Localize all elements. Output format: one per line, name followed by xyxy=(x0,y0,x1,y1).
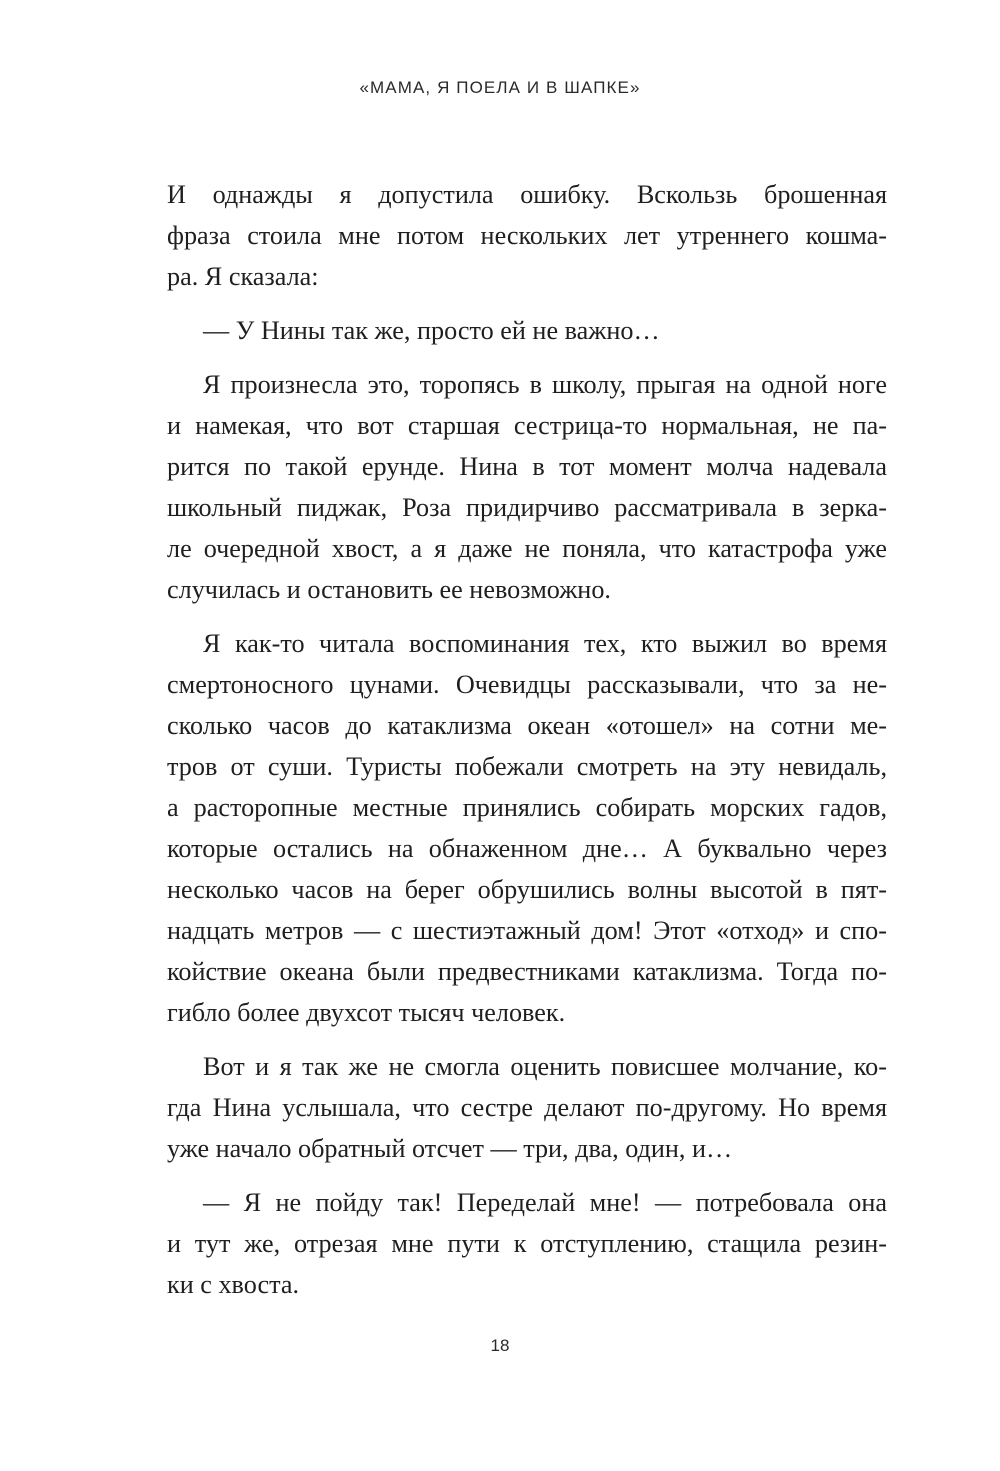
text-line: гибло более двухсот тысяч человек. xyxy=(167,998,566,1027)
text-line: сколько часов до катаклизма океан «отошел» на сотни ме- xyxy=(167,711,887,740)
text-line: фраза стоила мне потом нескольких лет утреннего кошма- xyxy=(167,221,887,250)
text-line: а расторопные местные принялись собирать морских гадов, xyxy=(167,793,887,822)
text-line: случилась и остановить ее невозможно. xyxy=(167,575,611,604)
text-line: Я произнесла это, торопясь в школу, прыгая на одной ноге xyxy=(203,370,887,399)
text-line: смертоносного цунами. Очевидцы рассказывали, что за не- xyxy=(167,670,887,699)
text-line: гда Нина услышала, что сестре делают по-другому. Но время xyxy=(167,1093,887,1122)
text-line: которые остались на обнаженном дне… А буквально через xyxy=(167,834,887,863)
text-line: и тут же, отрезая мне пути к отступлению, стащила резин- xyxy=(167,1229,887,1258)
text-line: И однажды я допустила ошибку. Вскользь брошенная xyxy=(167,180,887,209)
text-line: ки с хвоста. xyxy=(167,1270,300,1299)
text-line: рится по такой ерунде. Нина в тот момент молча надевала xyxy=(167,452,887,481)
text-line: — У Нины так же, просто ей не важно… xyxy=(203,316,660,345)
text-line: школьный пиджак, Роза придирчиво рассматривала в зерка- xyxy=(167,493,887,522)
text-line: ра. Я сказала: xyxy=(167,262,319,291)
text-line: надцать метров — с шестиэтажный дом! Этот «отход» и спо- xyxy=(167,916,887,945)
text-line: несколько часов на берег обрушились волны высотой в пят- xyxy=(167,875,887,904)
text-line: Я как-то читала воспоминания тех, кто выжил во время xyxy=(203,629,887,658)
text-line: уже начало обратный отсчет — три, два, один, и… xyxy=(167,1134,733,1163)
text-line: и намекая, что вот старшая сестрица-то нормальная, не па- xyxy=(167,411,887,440)
text-line: ле очередной хвост, а я даже не поняла, что катастрофа уже xyxy=(167,534,887,563)
page-number: 18 xyxy=(490,1336,510,1355)
text-line: койствие океана были предвестниками катаклизма. Тогда по- xyxy=(167,957,887,986)
text-line: — Я не пойду так! Переделай мне! — потребовала она xyxy=(203,1188,887,1217)
text-line: тров от суши. Туристы побежали смотреть на эту невидаль, xyxy=(167,752,887,781)
body-text xyxy=(167,174,887,1305)
running-head: «МАМА, Я ПОЕЛА И В ШАПКЕ» xyxy=(359,78,641,97)
text-line: Вот и я так же не смогла оценить повисшее молчание, ко- xyxy=(203,1052,887,1081)
